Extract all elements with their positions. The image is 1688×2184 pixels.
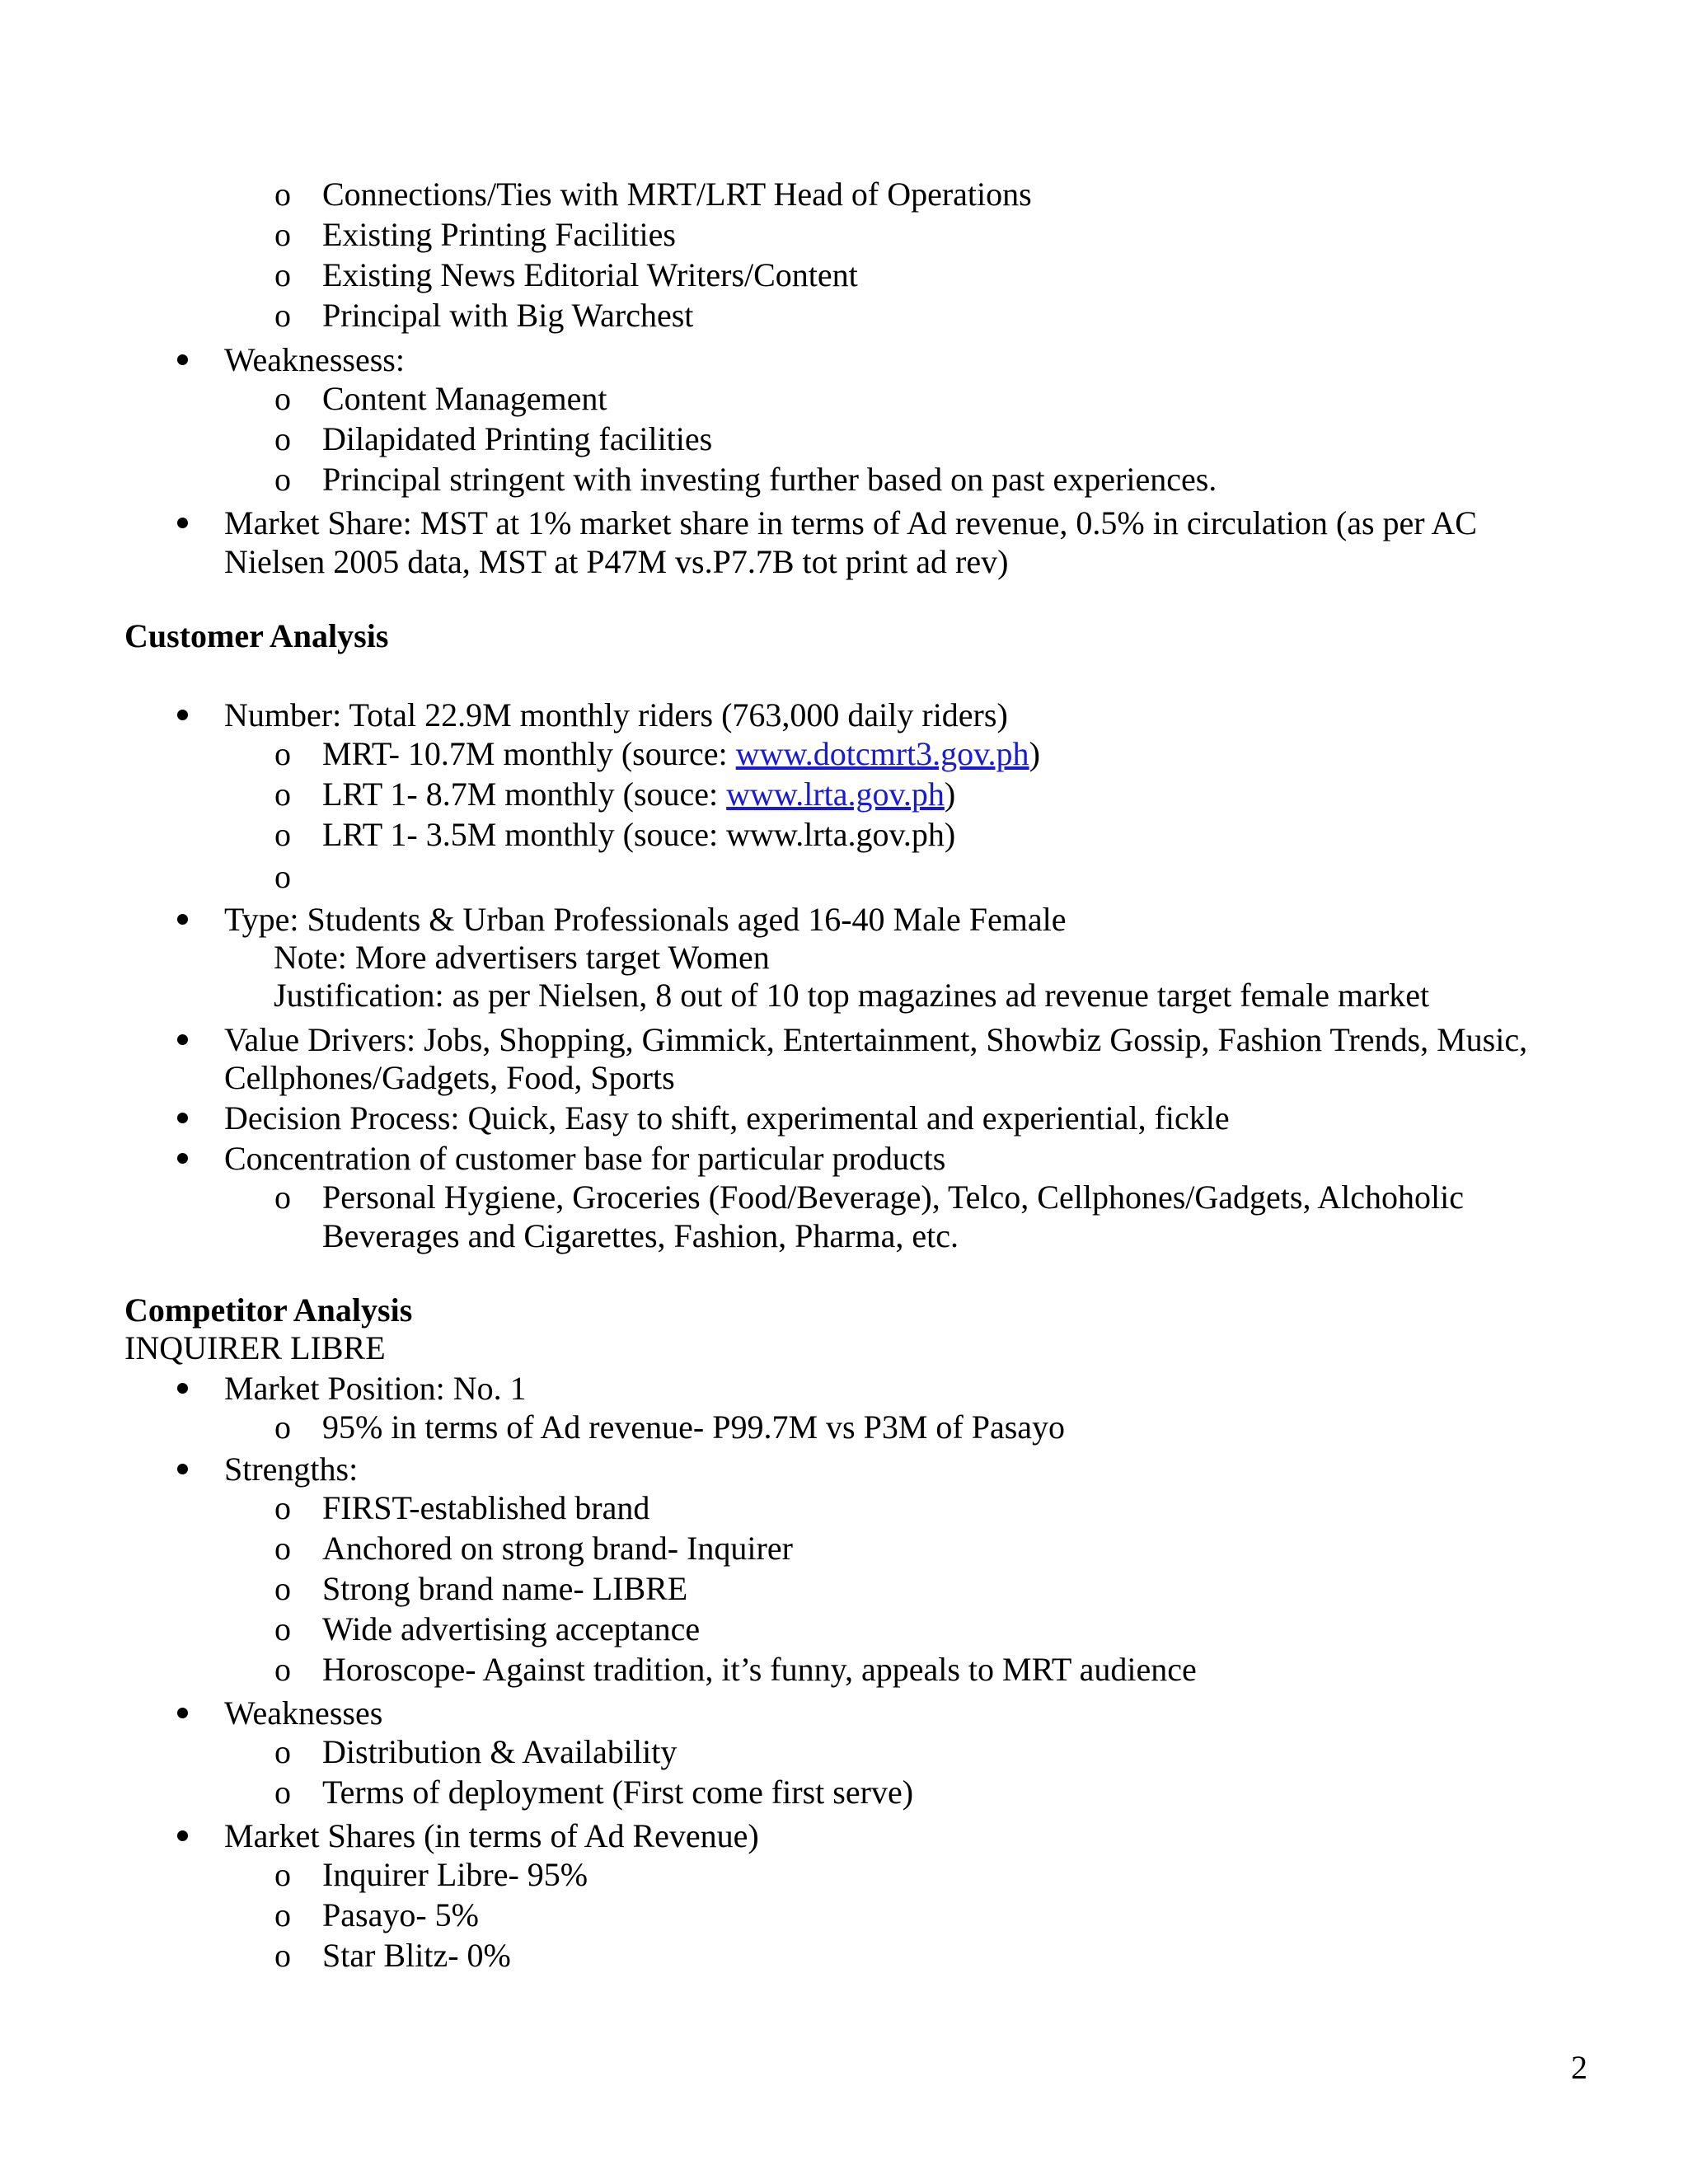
sub-bullet: o xyxy=(274,1408,291,1446)
customer-type: Type: Students & Urban Professionals aged 16-40 Male Female xyxy=(224,901,1067,938)
sub-bullet-empty: o xyxy=(274,858,291,895)
strength-item: Existing News Editorial Writers/Content xyxy=(322,256,858,293)
sub-bullet: o xyxy=(274,816,291,853)
sub-bullet: o xyxy=(274,735,291,772)
strength-item: Wide advertising acceptance xyxy=(322,1610,701,1647)
sub-bullet: o xyxy=(274,1937,291,1974)
bullet xyxy=(177,1464,188,1474)
strengths-heading: Strengths: xyxy=(224,1451,359,1488)
share-item: Inquirer Libre- 95% xyxy=(322,1856,588,1893)
lrt2-riders: LRT 1- 3.5M monthly (souce: www.lrta.gov.ph) xyxy=(322,816,956,853)
bullet xyxy=(177,1113,188,1123)
weakness-item: Content Management xyxy=(322,380,607,417)
strength-item: Strong brand name- LIBRE xyxy=(322,1570,688,1607)
market-share-line: Nielsen 2005 data, MST at P47M vs.P7.7B tot print ad rev) xyxy=(224,543,1009,580)
sub-bullet: o xyxy=(274,1856,291,1893)
strength-item: Connections/Ties with MRT/LRT Head of Operations xyxy=(322,176,1032,213)
strength-item: FIRST-established brand xyxy=(322,1489,650,1526)
competitor-analysis-heading: Competitor Analysis xyxy=(124,1291,413,1329)
sub-bullet: o xyxy=(274,1651,291,1688)
customer-justification: Justification: as per Nielsen, 8 out of 10 top magazines ad revenue target female market xyxy=(274,977,1430,1014)
market-position-item: 95% in terms of Ad revenue- P99.7M vs P3M of Pasayo xyxy=(322,1408,1066,1446)
weaknesses-heading: Weaknesses xyxy=(224,1694,383,1732)
decision-process: Decision Process: Quick, Easy to shift, experimental and experiential, fickle xyxy=(224,1099,1230,1137)
sub-bullet: o xyxy=(274,216,291,253)
bullet xyxy=(177,518,188,528)
value-drivers: Value Drivers: Jobs, Shopping, Gimmick, Entertainment, Showbiz Gossip, Fashion Trends, Music, xyxy=(224,1021,1528,1058)
sub-bullet: o xyxy=(274,1489,291,1526)
customer-note: Note: More advertisers target Women xyxy=(274,939,770,976)
sub-bullet: o xyxy=(274,1896,291,1933)
bullet xyxy=(177,1383,188,1394)
lrta-link[interactable]: www.lrta.gov.ph xyxy=(726,776,945,813)
sub-bullet: o xyxy=(274,1774,291,1811)
riders-number: Number: Total 22.9M monthly riders (763,000 daily riders) xyxy=(224,696,1008,733)
share-item: Star Blitz- 0% xyxy=(322,1937,511,1974)
sub-bullet: o xyxy=(274,176,291,213)
concentration: Concentration of customer base for particular products xyxy=(224,1140,946,1177)
sub-bullet: o xyxy=(274,256,291,293)
sub-bullet: o xyxy=(274,1179,291,1216)
sub-bullet: o xyxy=(274,380,291,417)
concentration-item-cont: Beverages and Cigarettes, Fashion, Pharma, etc. xyxy=(322,1217,959,1254)
dotcmrt3-link[interactable]: www.dotcmrt3.gov.ph xyxy=(735,735,1029,772)
market-share-line: Market Share: MST at 1% market share in terms of Ad revenue, 0.5% in circulation (as per AC xyxy=(224,504,1477,541)
customer-analysis-heading: Customer Analysis xyxy=(124,617,389,654)
weakness-item: Dilapidated Printing facilities xyxy=(322,420,713,457)
sub-bullet: o xyxy=(274,1570,291,1607)
mrt-riders: MRT- 10.7M monthly (source: www.dotcmrt3.gov.ph) xyxy=(322,735,1040,772)
sub-bullet: o xyxy=(274,1610,291,1647)
sub-bullet: o xyxy=(274,461,291,498)
bullet xyxy=(177,1830,188,1841)
sub-bullet: o xyxy=(274,1733,291,1770)
weakness-item: Principal stringent with investing further based on past experiences. xyxy=(322,461,1217,498)
weaknesses-heading: Weaknessess: xyxy=(224,341,405,378)
sub-bullet: o xyxy=(274,1530,291,1567)
strength-item: Existing Printing Facilities xyxy=(322,216,676,253)
bullet xyxy=(177,914,188,925)
sub-bullet: o xyxy=(274,420,291,457)
page-number: 2 xyxy=(1571,2049,1587,2086)
strength-item: Anchored on strong brand- Inquirer xyxy=(322,1530,793,1567)
bullet xyxy=(177,1034,188,1045)
bullet xyxy=(177,710,188,720)
bullet xyxy=(177,354,188,365)
bullet xyxy=(177,1708,188,1718)
bullet xyxy=(177,1153,188,1164)
share-item: Pasayo- 5% xyxy=(322,1896,479,1933)
sub-bullet: o xyxy=(274,776,291,813)
market-position: Market Position: No. 1 xyxy=(224,1370,527,1407)
weakness-item: Distribution & Availability xyxy=(322,1733,678,1770)
strength-item: Horoscope- Against tradition, it’s funny, appeals to MRT audience xyxy=(322,1651,1197,1688)
strength-item: Principal with Big Warchest xyxy=(322,297,694,334)
weakness-item: Terms of deployment (First come first serve) xyxy=(322,1774,914,1811)
lrt1-riders: LRT 1- 8.7M monthly (souce: www.lrta.gov.ph) xyxy=(322,776,956,813)
concentration-item: Personal Hygiene, Groceries (Food/Beverage), Telco, Cellphones/Gadgets, Alchoholic xyxy=(322,1179,1464,1216)
value-drivers-cont: Cellphones/Gadgets, Food, Sports xyxy=(224,1059,675,1096)
market-shares-heading: Market Shares (in terms of Ad Revenue) xyxy=(224,1817,759,1854)
sub-bullet: o xyxy=(274,297,291,334)
competitor-name: INQUIRER LIBRE xyxy=(124,1329,386,1366)
